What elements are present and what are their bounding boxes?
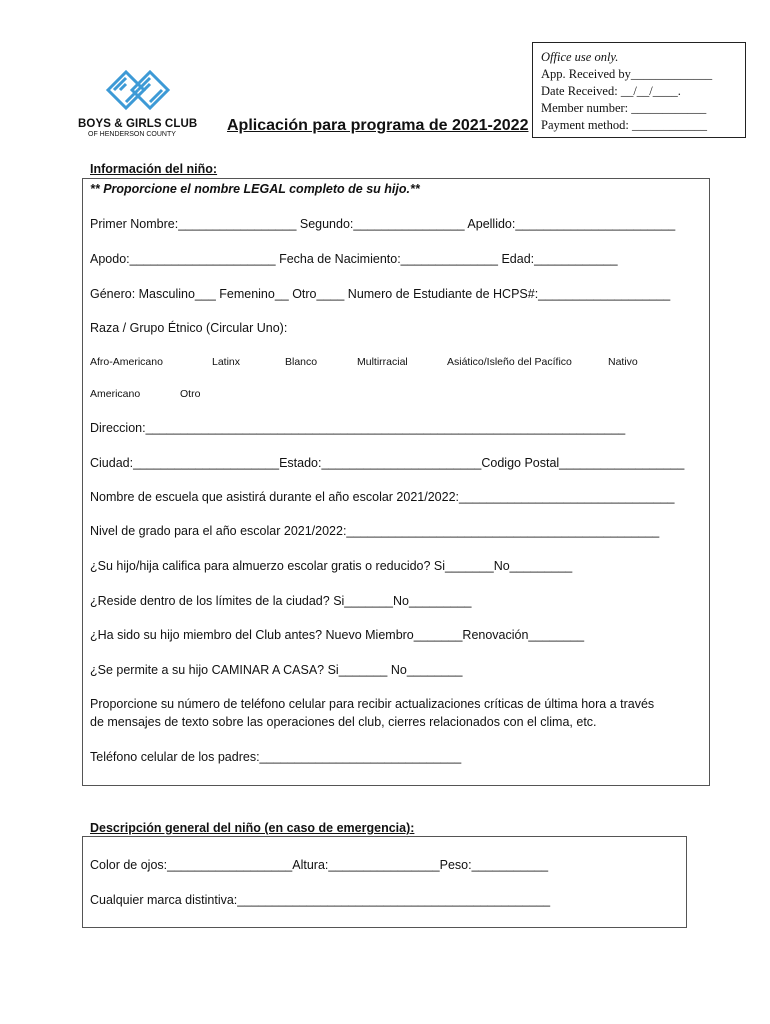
legal-name-instruction: ** Proporcione el nombre LEGAL completo de su hijo.**: [90, 182, 420, 196]
child-info-heading: Información del niño:: [90, 162, 218, 176]
app-received-field[interactable]: App. Received by_____________: [541, 67, 713, 81]
eyes-height-weight-row[interactable]: Color de ojos:__________________Altura:________________Peso:___________: [90, 858, 549, 872]
grade-level-field[interactable]: Nivel de grado para el año escolar 2021/2022:_____________________________________________: [90, 524, 660, 538]
gender-student-id-row[interactable]: Género: Masculino___ Femenino__ Otro____ Numero de Estudiante de HCPS#:___________________: [90, 287, 671, 301]
org-name: BOYS & GIRLS CLUB: [78, 118, 198, 130]
phone-info-text-line1: Proporcione su número de teléfono celular para recibir actualizaciones críticas de última hora a través: [90, 697, 655, 711]
school-lunch-question[interactable]: ¿Su hijo/hija califica para almuerzo escolar gratis o reducido? Si_______No_________: [90, 559, 573, 573]
ethnicity-option[interactable]: Americano: [90, 388, 141, 400]
ethnicity-option[interactable]: Asiático/Isleño del Pacífico: [447, 356, 572, 368]
ethnicity-option[interactable]: Latinx: [212, 356, 241, 368]
city-state-zip-row[interactable]: Ciudad:_____________________Estado:_______________________Codigo Postal__________________: [90, 456, 685, 470]
ethnicity-option[interactable]: Otro: [180, 388, 201, 400]
ethnicity-label: Raza / Grupo Étnico (Circular Uno):: [90, 321, 288, 335]
ethnicity-option[interactable]: Nativo: [608, 356, 638, 368]
walk-home-question[interactable]: ¿Se permite a su hijo CAMINAR A CASA? Si_______ No________: [90, 663, 463, 677]
member-number-field[interactable]: Member number: ____________: [541, 101, 707, 115]
office-use-box: [532, 42, 746, 138]
ethnicity-option[interactable]: Multirracial: [357, 356, 408, 368]
club-member-question[interactable]: ¿Ha sido su hijo miembro del Club antes? Nuevo Miembro_______Renovación________: [90, 628, 585, 642]
date-received-field[interactable]: Date Received: __/__/____.: [541, 84, 681, 98]
office-use-heading: Office use only.: [541, 50, 619, 64]
address-field[interactable]: Direccion:_____________________________________________________________________: [90, 421, 626, 435]
org-logo: [78, 64, 208, 144]
ethnicity-option[interactable]: Afro-Americano: [90, 356, 163, 368]
interlocking-diamond-logo-icon: [100, 64, 176, 116]
phone-info-text-line2: de mensajes de texto sobre las operaciones del club, cierres relacionados con el clima, etc.: [90, 715, 597, 729]
nickname-dob-age-row[interactable]: Apodo:_____________________ Fecha de Nacimiento:______________ Edad:____________: [90, 252, 618, 266]
org-subtitle: OF HENDERSON COUNTY: [88, 131, 176, 138]
names-field-row[interactable]: Primer Nombre:_________________ Segundo:________________ Apellido:_______________________: [90, 217, 676, 231]
page-title: Aplicación para programa de 2021-2022: [227, 117, 529, 134]
parent-phone-field[interactable]: Teléfono celular de los padres:_____________________________: [90, 750, 462, 764]
payment-method-field[interactable]: Payment method: ____________: [541, 118, 707, 132]
child-info-box: [82, 178, 710, 786]
emergency-description-box: [82, 836, 687, 928]
ethnicity-option[interactable]: Blanco: [285, 356, 318, 368]
distinguishing-marks-field[interactable]: Cualquier marca distintiva:_____________________________________________: [90, 893, 551, 907]
city-limits-question[interactable]: ¿Reside dentro de los límites de la ciudad? Si_______No_________: [90, 594, 472, 608]
emergency-description-heading: Descripción general del niño (en caso de emergencia):: [90, 821, 415, 835]
school-name-field[interactable]: Nombre de escuela que asistirá durante el año escolar 2021/2022:_______________________________: [90, 490, 675, 504]
